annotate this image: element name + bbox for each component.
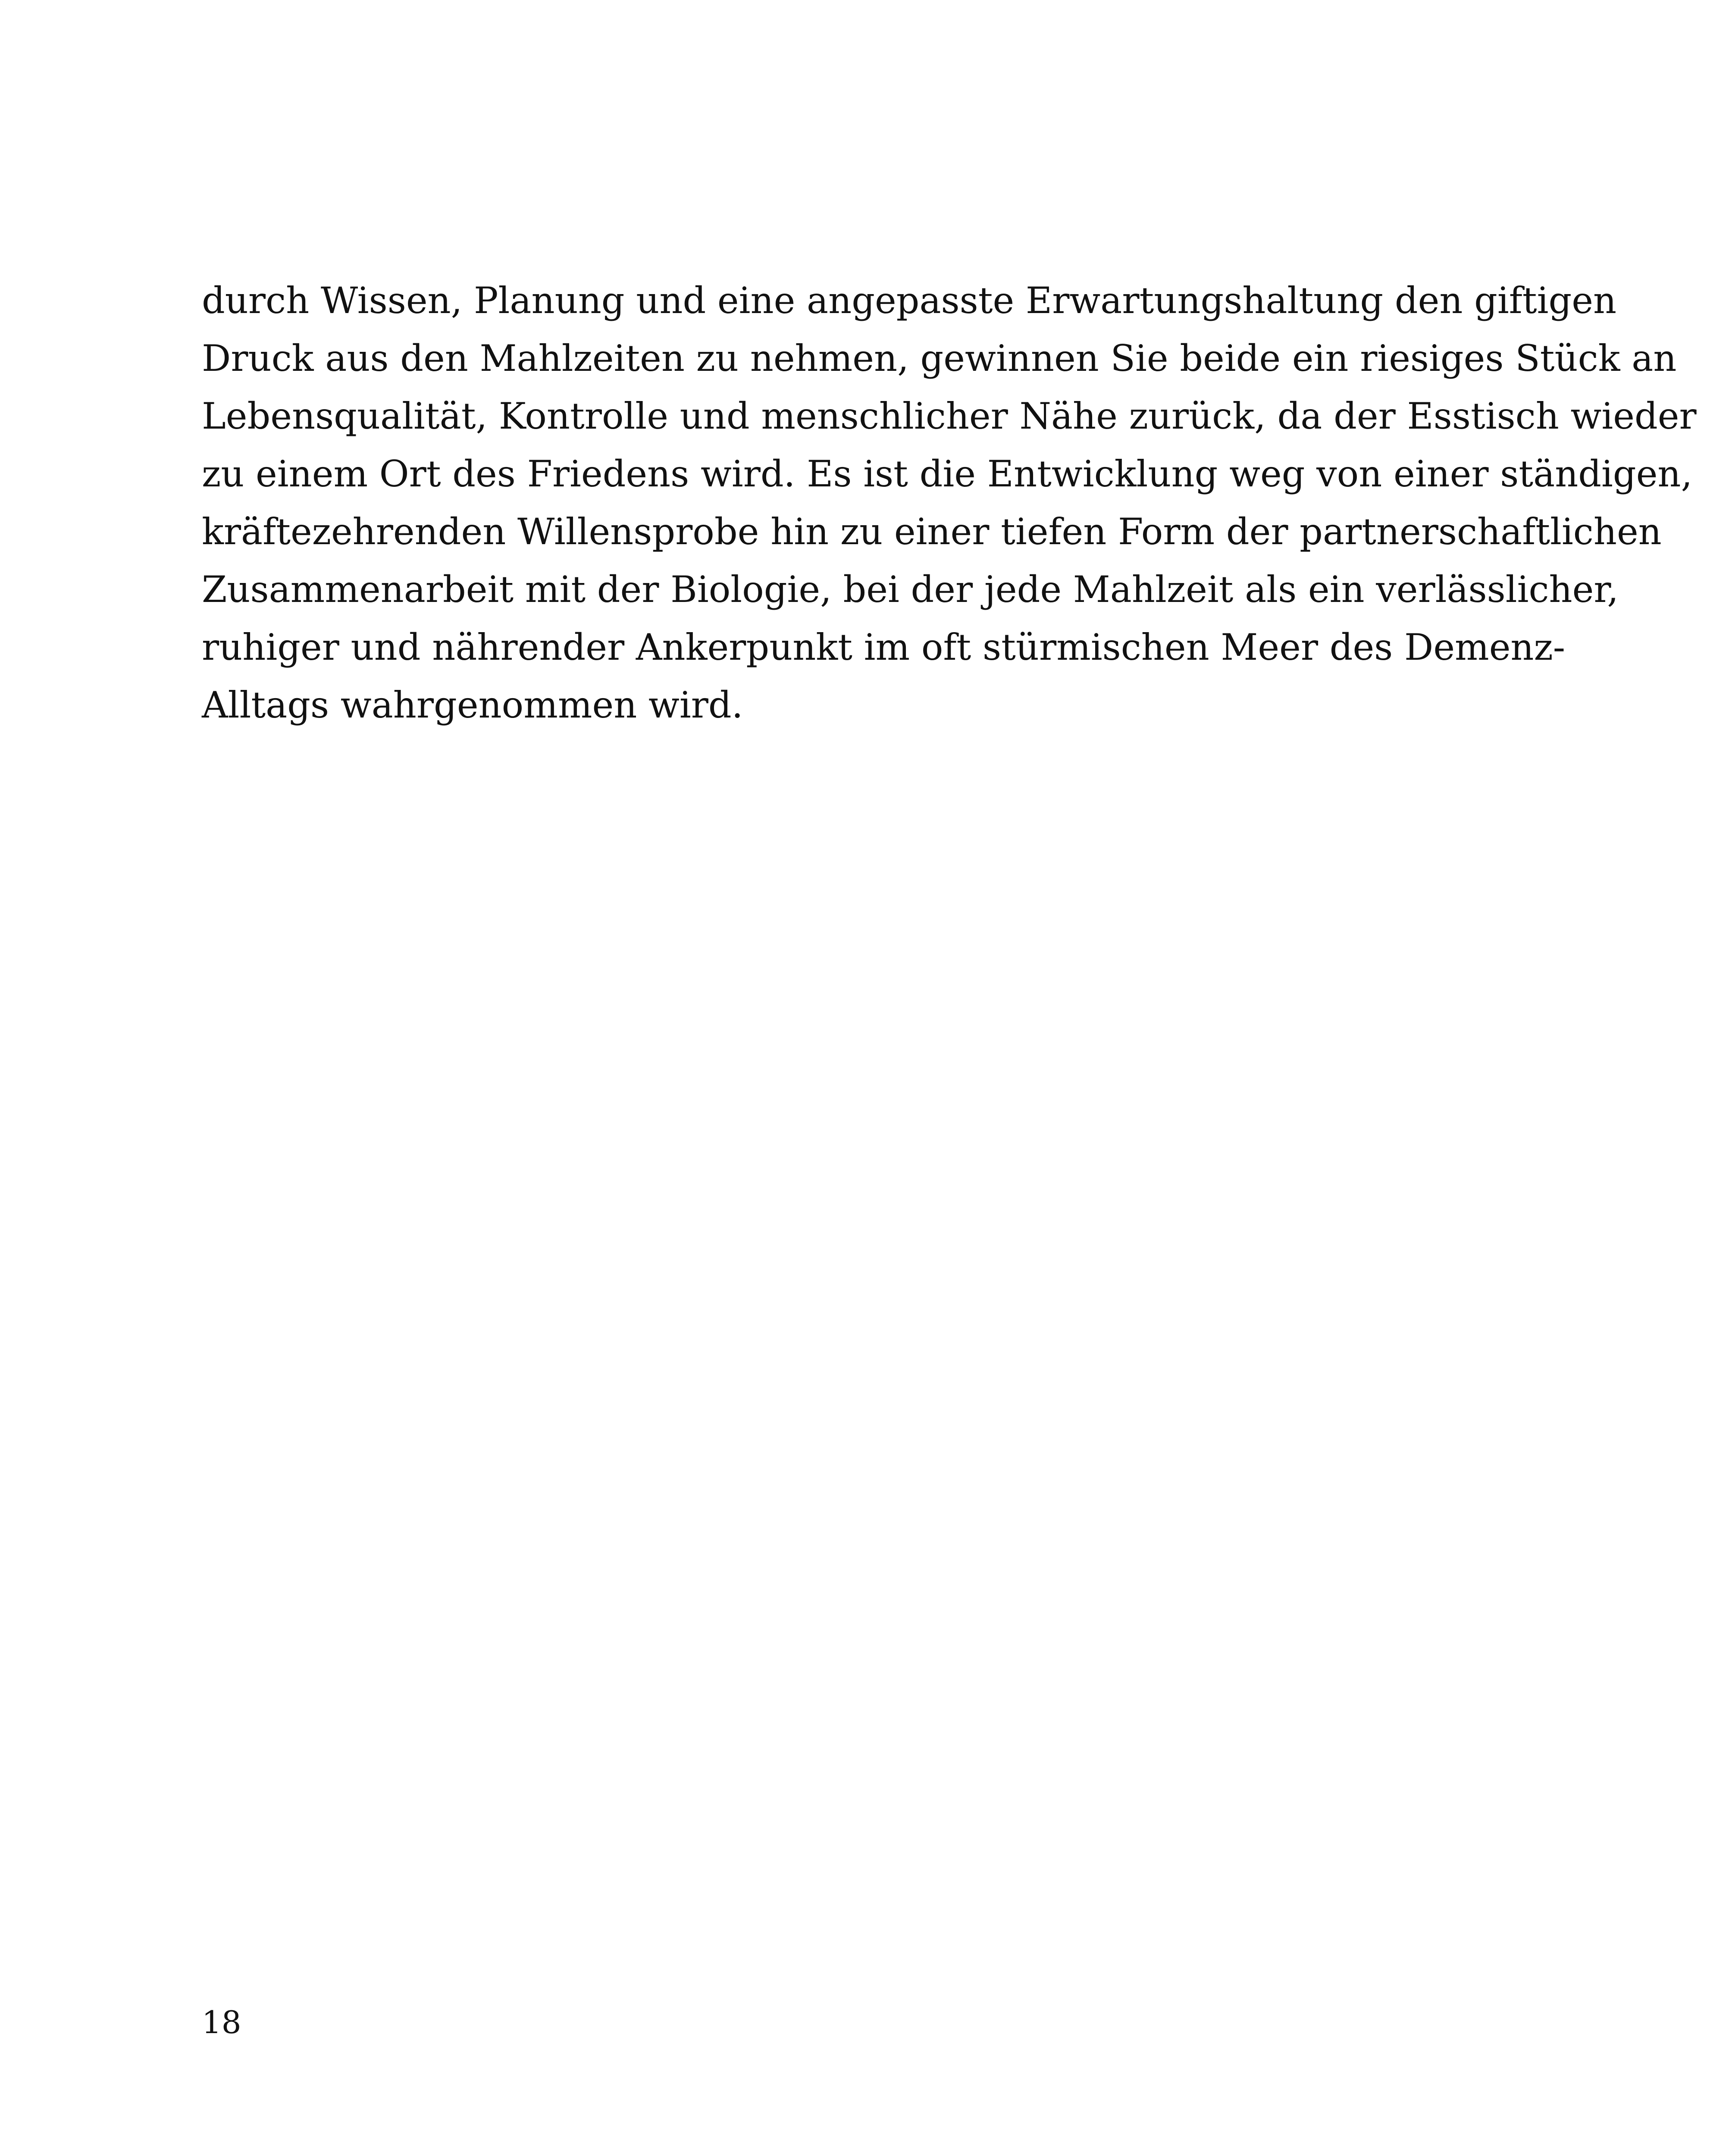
paragraph-line: ruhiger und nährender Ankerpunkt im oft stürmischen Meer des Demenz- <box>202 626 1566 668</box>
paragraph-line: zu einem Ort des Friedens wird. Es ist die Entwicklung weg von einer ständigen, <box>202 453 1693 495</box>
paragraph-line: Zusammenarbeit mit der Biologie, bei der jede Mahlzeit als ein verlässlicher, <box>202 568 1619 611</box>
paragraph-line: Alltags wahrgenommen wird. <box>202 684 743 726</box>
body-paragraph <box>202 272 1697 734</box>
paragraph-line: kräftezehrenden Willensprobe hin zu einer tiefen Form der partnerschaftlichen <box>202 511 1662 553</box>
paragraph-line: Lebensqualität, Kontrolle und menschlicher Nähe zurück, da der Esstisch wieder <box>202 395 1697 437</box>
paragraph-line: durch Wissen, Planung und eine angepasste Erwartungshaltung den giftigen <box>202 279 1617 322</box>
page-number: 18 <box>202 2004 241 2040</box>
paragraph-line: Druck aus den Mahlzeiten zu nehmen, gewinnen Sie beide ein riesiges Stück an <box>202 337 1677 379</box>
